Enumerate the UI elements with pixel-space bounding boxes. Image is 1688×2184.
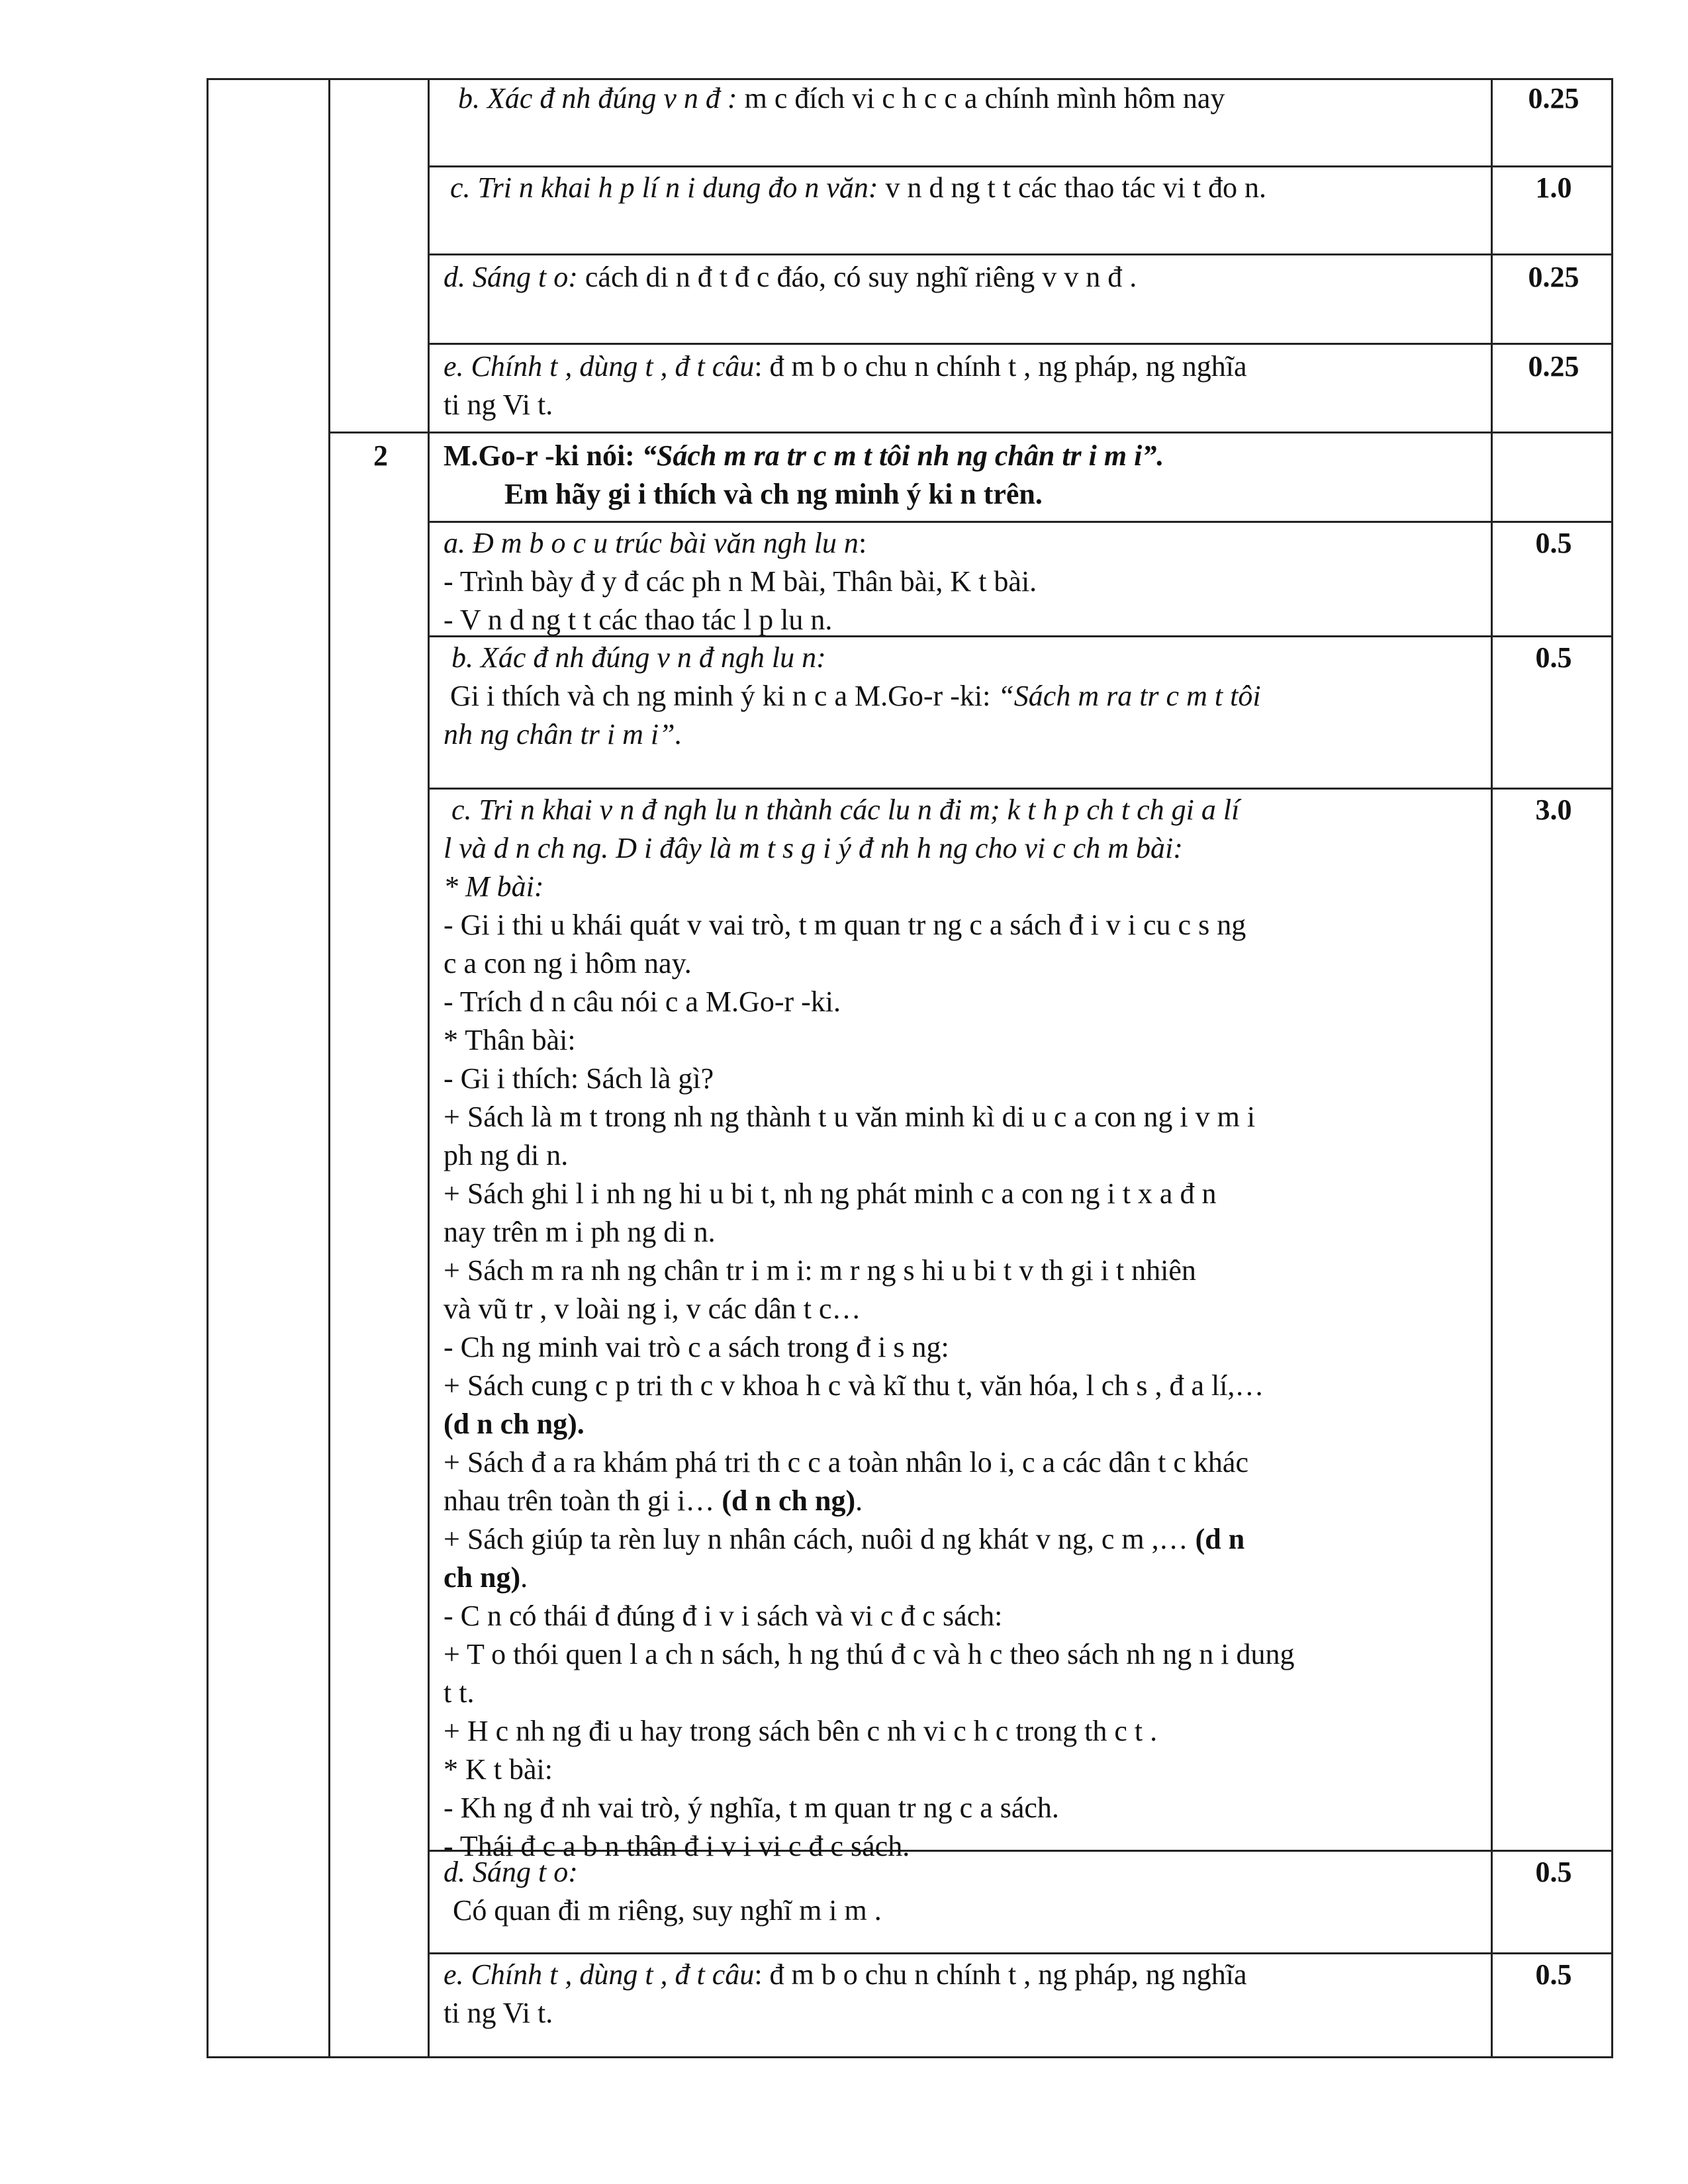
criterion-row: [438, 79, 1471, 118]
criterion-label: b. Xác đ nh đúng v n đ :: [458, 82, 737, 114]
list-item: + Sách ghi l i nh ng hi u bi t, nh ng phát minh c a con ng i t x a đ n: [444, 1177, 1217, 1210]
criterion-row: [438, 347, 1471, 424]
criterion-text: : đ m b o chu n chính t , ng pháp, ng nghĩa: [754, 350, 1247, 383]
table-border-right: [1611, 78, 1613, 2058]
evidence-text: (d n ch ng): [444, 1408, 577, 1440]
criterion-b: [438, 639, 1471, 754]
list-item: - Trích d n câu nói c a M.Go-r -ki.: [444, 985, 841, 1018]
row-divider: [328, 432, 1613, 433]
list-item: [438, 1520, 1471, 1559]
prompt-quote: “Sách m ra tr c m t tôi nh ng chân tr i m i”.: [641, 439, 1164, 472]
prompt-task: Em hãy gi i thích và ch ng minh ý ki n trên.: [504, 478, 1043, 510]
criterion-d: [438, 1853, 1471, 1930]
evidence-text: ch ng): [444, 1561, 521, 1594]
score-value: 0.25: [1528, 82, 1579, 114]
list-item: + H c nh ng đi u hay trong sách bên c nh vi c h c trong th c t .: [444, 1715, 1158, 1747]
list-item: + Sách cung c p tri th c v khoa h c và kĩ thu t, văn hóa, l ch s , đ a lí,…: [444, 1369, 1264, 1402]
score-value: 0.5: [1535, 1958, 1572, 1991]
criterion-text: Có quan đi m riêng, suy nghĩ m i m .: [453, 1894, 882, 1927]
table-border-left: [207, 78, 209, 2058]
list-item: + Sách là m t trong nh ng thành t u văn minh kì di u c a con ng i v m i: [444, 1101, 1256, 1133]
list-item: c a con ng i hôm nay.: [444, 947, 692, 979]
score-value: 0.5: [1535, 1856, 1572, 1888]
score-value: 0.25: [1528, 261, 1579, 293]
list-item-text: nhau trên toàn th gi i…: [444, 1484, 722, 1517]
evidence-note: (d n ch ng).: [444, 1408, 585, 1440]
row-divider: [428, 165, 1613, 167]
row-divider: [428, 343, 1613, 345]
criterion-label: d. Sáng t o:: [444, 261, 578, 293]
criterion-c: [438, 791, 1471, 1866]
criterion-intro-cont: l và d n ch ng. D i đây là m t s g i ý đ nh h ng cho vi c ch m bài:: [444, 832, 1183, 864]
criterion-text-cont: ti ng Vi t.: [444, 388, 553, 421]
criterion-row: [438, 169, 1471, 207]
list-item: nay trên m i ph ng di n.: [444, 1216, 716, 1248]
criterion-text: Gi i thích và ch ng minh ý ki n c a M.Go-r -ki:: [450, 680, 998, 712]
criterion-text: m c đích vi c h c c a chính mình hôm nay: [737, 82, 1225, 114]
list-item: - C n có thái đ đúng đ i v i sách và vi c đ c sách:: [444, 1600, 1003, 1632]
criterion-label-suffix: :: [858, 527, 867, 559]
score-value: 3.0: [1535, 794, 1572, 826]
list-item: + Sách đ a ra khám phá tri th c c a toàn nhân lo i, c a các dân t c khác: [444, 1446, 1248, 1479]
prompt-lead: M.Go-r -ki nói:: [444, 439, 642, 472]
score-value: 0.25: [1528, 350, 1579, 383]
list-item: nhau trên toàn th gi i… (d n ch ng).: [444, 1484, 863, 1517]
score-value: 1.0: [1535, 171, 1572, 204]
quote-text: “Sách m ra tr c m t tôi: [998, 680, 1261, 712]
row-divider: [428, 788, 1613, 790]
list-item-cont: ch ng).: [444, 1561, 528, 1594]
list-item: - Kh ng đ nh vai trò, ý nghĩa, t m quan tr ng c a sách.: [444, 1792, 1059, 1824]
list-item-text: + Sách giúp ta rèn luy n nhân cách, nuôi d ng khát v ng, c m ,…: [444, 1523, 1196, 1555]
table-divider-3: [1491, 78, 1493, 2058]
question-prompt: [438, 437, 1471, 514]
list-item: + Sách m ra nh ng chân tr i m i: m r ng s hi u bi t v th gi i t nhiên: [444, 1254, 1196, 1287]
list-item: - V n d ng t t các thao tác l p lu n.: [444, 604, 833, 636]
list-item: - Gi i thích: Sách là gì?: [444, 1062, 714, 1095]
evidence-text: (d n: [1195, 1523, 1245, 1555]
criterion-intro: c. Tri n khai v n đ ngh lu n thành các lu n đi m; k t h p ch t ch gi a lí: [451, 794, 1240, 826]
section-heading: * K t bài:: [444, 1753, 553, 1786]
criterion-row: [438, 258, 1471, 296]
criterion-text-cont: ti ng Vi t.: [444, 1997, 553, 2029]
list-item: và vũ tr , v loài ng i, v các dân t c…: [444, 1293, 861, 1325]
table-divider-2: [428, 78, 430, 2058]
criterion-text: cách di n đ t đ c đáo, có suy nghĩ riêng v v n đ .: [577, 261, 1137, 293]
list-item: + T o thói quen l a ch n sách, h ng thú đ c và h c theo sách nh ng n i dung: [444, 1638, 1295, 1670]
row-divider: [428, 521, 1613, 523]
row-divider: [428, 253, 1613, 255]
criterion-label: a. Đ m b o c u trúc bài văn ngh lu n: [444, 527, 859, 559]
quote-text-cont: nh ng chân tr i m i”.: [444, 718, 682, 751]
section-heading: * Thân bài:: [444, 1024, 576, 1056]
criterion-label: e. Chính t , dùng t , đ t câu: [444, 1958, 755, 1991]
criterion-label: b. Xác đ nh đúng v n đ ngh lu n:: [451, 641, 826, 674]
criterion-e: [438, 1956, 1471, 2032]
score-value: 0.5: [1535, 641, 1572, 674]
list-item: t t.: [444, 1676, 475, 1709]
table-divider-1: [328, 78, 330, 2058]
evidence-text: (d n ch ng): [722, 1484, 856, 1517]
score-value: 0.5: [1535, 527, 1572, 559]
criterion-label: e. Chính t , dùng t , đ t câu: [444, 350, 755, 383]
row-divider: [428, 1952, 1613, 1954]
list-item: - Trình bày đ y đ các ph n M bài, Thân bài, K t bài.: [444, 565, 1037, 598]
criterion-text: v n d ng t t các thao tác vi t đo n.: [878, 171, 1267, 204]
list-item: - Gi i thi u khái quát v vai trò, t m quan tr ng c a sách đ i v i cu c s ng: [444, 909, 1246, 941]
criterion-a: [438, 524, 1471, 639]
question-number: 2: [373, 439, 388, 472]
table-border-bottom: [207, 2056, 1613, 2058]
criterion-label: c. Tri n khai h p lí n i dung đo n văn:: [450, 171, 878, 204]
criterion-label: d. Sáng t o:: [444, 1856, 578, 1888]
list-item: - Thái đ c a b n thân đ i v i vi c đ c sách.: [444, 1830, 910, 1862]
criterion-text: : đ m b o chu n chính t , ng pháp, ng nghĩa: [754, 1958, 1247, 1991]
section-heading: * M bài:: [444, 870, 544, 903]
list-item: - Ch ng minh vai trò c a sách trong đ i s ng:: [444, 1331, 949, 1363]
list-item: ph ng di n.: [444, 1139, 569, 1171]
